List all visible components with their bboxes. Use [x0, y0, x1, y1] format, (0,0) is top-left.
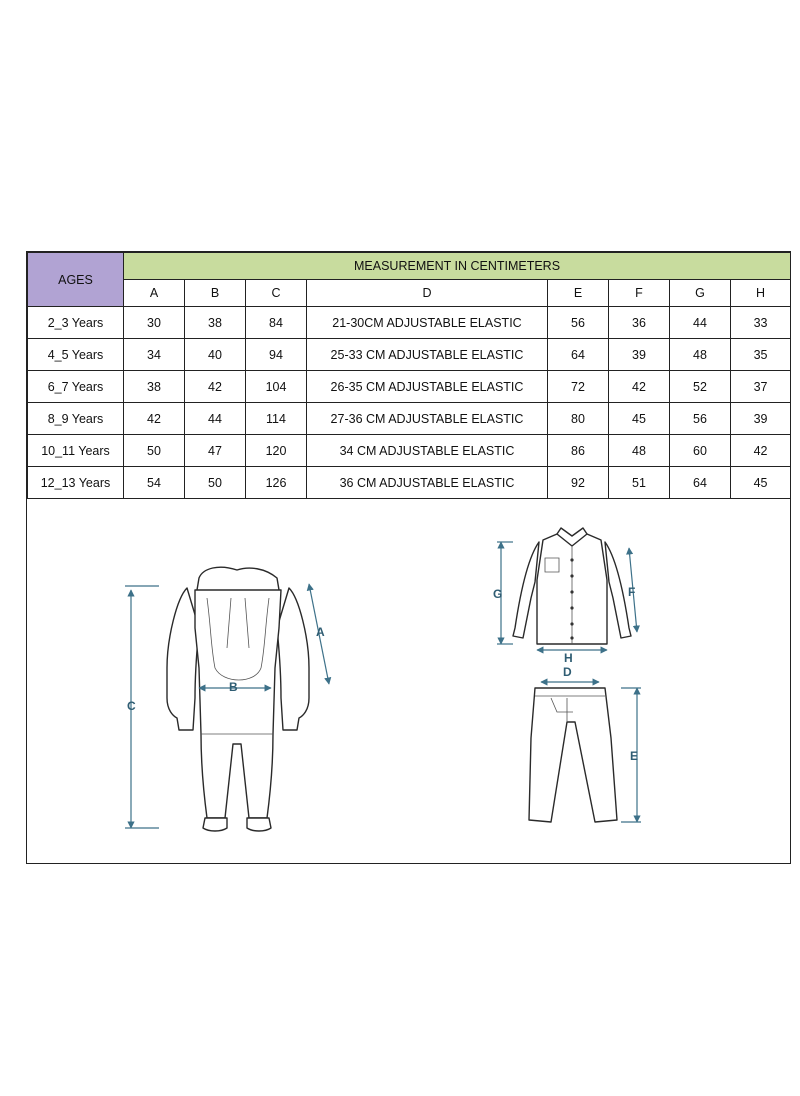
value-cell-h: 42 — [731, 435, 791, 467]
dimension-label-f: F — [628, 585, 636, 599]
value-cell-e: 64 — [548, 339, 609, 371]
value-cell-b: 42 — [185, 371, 246, 403]
value-cell-a: 34 — [124, 339, 185, 371]
size-table — [27, 252, 791, 499]
value-cell-h: 35 — [731, 339, 791, 371]
column-header-h: H — [731, 280, 791, 307]
dimension-label-h: H — [564, 651, 573, 665]
age-cell: 2_3 Years — [28, 307, 124, 339]
age-cell: 6_7 Years — [28, 371, 124, 403]
value-cell-g: 64 — [670, 467, 731, 499]
value-cell-f: 51 — [609, 467, 670, 499]
column-header-g: G — [670, 280, 731, 307]
onesie-illustration — [167, 567, 309, 831]
table-row — [28, 339, 791, 371]
value-cell-a: 42 — [124, 403, 185, 435]
column-header-f: F — [609, 280, 670, 307]
value-cell-e: 56 — [548, 307, 609, 339]
column-header-b: B — [185, 280, 246, 307]
value-cell-g: 52 — [670, 371, 731, 403]
table-row — [28, 403, 791, 435]
column-header-a: A — [124, 280, 185, 307]
table-row — [28, 467, 791, 499]
value-cell-b: 38 — [185, 307, 246, 339]
size-chart-sheet — [26, 251, 791, 864]
value-cell-h: 45 — [731, 467, 791, 499]
value-cell-f: 45 — [609, 403, 670, 435]
value-cell-d: 27-36 CM ADJUSTABLE ELASTIC — [307, 403, 548, 435]
value-cell-b: 40 — [185, 339, 246, 371]
value-cell-b: 44 — [185, 403, 246, 435]
table-row — [28, 371, 791, 403]
garment-diagram-svg — [27, 498, 789, 863]
dimension-label-g: G — [493, 587, 503, 601]
age-cell: 4_5 Years — [28, 339, 124, 371]
value-cell-c: 104 — [246, 371, 307, 403]
value-cell-f: 39 — [609, 339, 670, 371]
value-cell-a: 30 — [124, 307, 185, 339]
table-row — [28, 307, 791, 339]
value-cell-g: 44 — [670, 307, 731, 339]
table-title: MEASUREMENT IN CENTIMETERS — [124, 253, 791, 280]
column-header-c: C — [246, 280, 307, 307]
value-cell-e: 86 — [548, 435, 609, 467]
value-cell-c: 126 — [246, 467, 307, 499]
value-cell-f: 42 — [609, 371, 670, 403]
value-cell-d: 25-33 CM ADJUSTABLE ELASTIC — [307, 339, 548, 371]
value-cell-g: 48 — [670, 339, 731, 371]
value-cell-e: 80 — [548, 403, 609, 435]
value-cell-a: 54 — [124, 467, 185, 499]
dimension-label-b: B — [229, 680, 238, 694]
value-cell-c: 94 — [246, 339, 307, 371]
pants-illustration — [529, 688, 617, 822]
value-cell-h: 33 — [731, 307, 791, 339]
dimension-label-e: E — [630, 749, 639, 763]
value-cell-a: 50 — [124, 435, 185, 467]
value-cell-b: 50 — [185, 467, 246, 499]
value-cell-c: 120 — [246, 435, 307, 467]
dimension-label-c: C — [127, 699, 136, 713]
value-cell-b: 47 — [185, 435, 246, 467]
value-cell-d: 36 CM ADJUSTABLE ELASTIC — [307, 467, 548, 499]
table-row — [28, 435, 791, 467]
value-cell-e: 92 — [548, 467, 609, 499]
age-cell: 12_13 Years — [28, 467, 124, 499]
value-cell-h: 39 — [731, 403, 791, 435]
value-cell-g: 56 — [670, 403, 731, 435]
value-cell-e: 72 — [548, 371, 609, 403]
shirt-illustration — [513, 528, 631, 644]
garment-diagrams — [27, 498, 790, 863]
value-cell-a: 38 — [124, 371, 185, 403]
age-cell: 10_11 Years — [28, 435, 124, 467]
value-cell-d: 21-30CM ADJUSTABLE ELASTIC — [307, 307, 548, 339]
value-cell-h: 37 — [731, 371, 791, 403]
value-cell-c: 84 — [246, 307, 307, 339]
ages-header: AGES — [28, 253, 124, 307]
value-cell-f: 48 — [609, 435, 670, 467]
value-cell-c: 114 — [246, 403, 307, 435]
value-cell-g: 60 — [670, 435, 731, 467]
age-cell: 8_9 Years — [28, 403, 124, 435]
value-cell-d: 34 CM ADJUSTABLE ELASTIC — [307, 435, 548, 467]
value-cell-f: 36 — [609, 307, 670, 339]
dimension-label-a: A — [316, 625, 325, 639]
column-header-d: D — [307, 280, 548, 307]
value-cell-d: 26-35 CM ADJUSTABLE ELASTIC — [307, 371, 548, 403]
dimension-label-d: D — [563, 665, 572, 679]
column-header-e: E — [548, 280, 609, 307]
